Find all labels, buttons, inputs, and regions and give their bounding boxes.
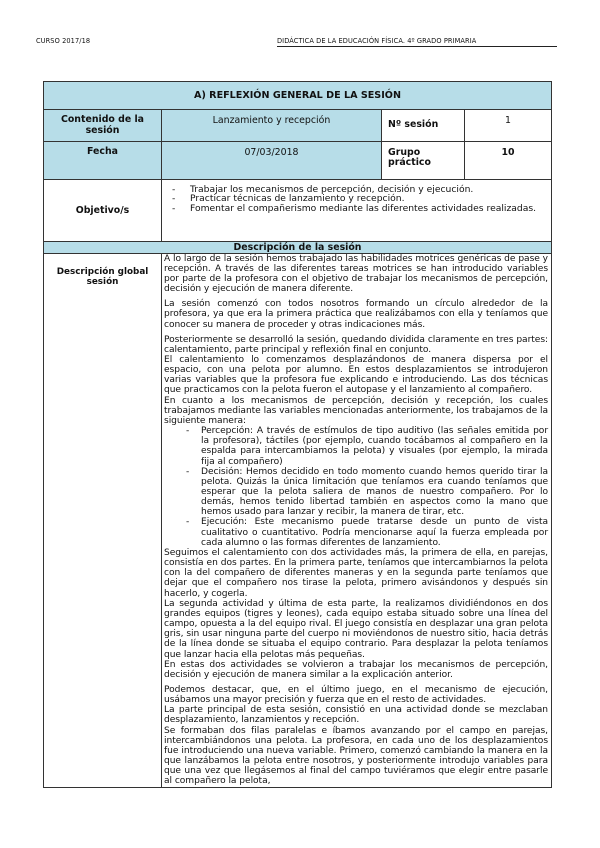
table-title: A) REFLEXIÓN GENERAL DE LA SESIÓN xyxy=(44,82,552,110)
mechanism-item: - Ejecución: Este mecanismo puede tratarse desde un punto de vista cualitativo o cuantitativo. Podría mencionarse aquí la fuerza empleada por cada alumno o las formas diferentes de lanzamiento. xyxy=(186,517,549,548)
paragraph: El calentamiento lo comenzamos desplazándonos de manera dispersa por el espacio, con una pelota por alumno. En estos desplazamientos se introdujeron varias variables que la profesora fue explicando e introduciendo. Las dos técnicas que practicamos con la pelota fueron el autopase y el lanzamiento al compañero. xyxy=(164,354,549,396)
fecha-label: Fecha xyxy=(44,141,162,179)
paragraph: Se formaban dos filas paralelas e íbamos avanzando por el campo en parejas, intercambiándonos una pelota. La profesora, en cada uno de los desplazamientos fue introduciendo una nueva variable. Primero, comenzó cambiando la manera en la que lanzábamos la pelota entre nosotros, y posteriormente introdujo variables para que una vez que llegásemos al final del campo tuviéramos que elegir entre pasarle al compañero la pelota, xyxy=(164,725,549,787)
contenido-value: Lanzamiento y recepción xyxy=(162,110,382,142)
session-table xyxy=(43,81,552,788)
paragraph: La sesión comenzó con todos nosotros formando un círculo alrededor de la profesora, ya que era la primera práctica que realizábamos con ella y teníamos que conocer su manera de proceder y otras indicaciones más. xyxy=(164,299,549,330)
paragraph: La segunda actividad y última de esta parte, la realizamos dividiéndonos en dos grandes equipos (tigres y leones), cada equipo estaba situado sobre una línea del campo, opuesta a la del equipo rival. El juego consistía en desplazar una gran pelota gris, sin usar ninguna parte del cuerpo ni moviéndonos de nuestro sitio, hacia detrás de la línea donde se situaba el equipo contrario. Para desplazar la pelota teníamos que lanzar hacia ella pelotas más pequeñas. xyxy=(164,598,549,660)
page-header xyxy=(36,37,550,49)
paragraph: A lo largo de la sesión hemos trabajado las habilidades motrices genéricas de pase y recepción. A través de las diferentes tareas motrices se han introducido variables por parte de la profesora con el objetivo de trabajar los mecanismos de percepción, decisión y ejecución de manera diferente. xyxy=(164,253,549,295)
fecha-value: 07/03/2018 xyxy=(162,141,382,179)
nsesion-value: 1 xyxy=(465,110,552,142)
paragraph: En cuanto a los mecanismos de percepción, decisión y recepción, los cuales trabajamos mediante las variables mencionadas anteriormente, los trabajamos de la siguiente manera: xyxy=(164,395,549,426)
course-label: CURSO 2017/18 xyxy=(36,37,91,45)
subject-label: DIDÁCTICA DE LA EDUCACIÓN FÍSICA. 4º GRADO PRIMARIA xyxy=(277,37,557,47)
descripcion-body xyxy=(162,253,552,787)
grupo-label: Grupo práctico xyxy=(382,141,465,179)
mechanisms-list xyxy=(164,426,548,548)
grupo-value: 10 xyxy=(465,141,552,179)
paragraph: En estas dos actividades se volvieron a trabajar los mecanismos de percepción, decisión y ejecución de manera similar a la explicación anterior. xyxy=(164,659,549,680)
paragraph: Posteriormente se desarrolló la sesión, quedando dividida claramente en tres partes: calentamiento, parte principal y reflexión final en conjunto. xyxy=(164,334,549,355)
mechanism-item: - Decisión: Hemos decidido en todo momento cuando hemos querido tirar la pelota. Quizás la única limitación que teníamos era cuando teníamos que esperar que la pelota saliera de manos de nuestro compañero. Por lo demás, hemos tenido libertad también en aspectos como la mano que hemos usado para lanzar y recibir, la manera de tirar, etc. xyxy=(186,466,549,518)
objetivo-item: - Fomentar el compañerismo mediante las diferentes actividades realizadas. xyxy=(172,202,537,214)
descripcion-title: Descripción de la sesión xyxy=(44,241,552,253)
objetivos-cell xyxy=(162,179,552,241)
paragraph: Podemos destacar, que, en el último juego, en el mecanismo de ejecución, usábamos una mayor precisión y fuerza que en el resto de actividades. xyxy=(164,684,549,706)
paragraph: Seguimos el calentamiento con dos actividades más, la primera de ella, en parejas, consistía en dos partes. En la primera parte, teníamos que intercambiarnos la pelota con la del compañero de diferentes maneras y en la segunda parte teníamos que dejar que el compañero nos tirase la pelota, primero avisándonos y después sin hacerlo, y cogerla. xyxy=(164,547,549,599)
nsesion-label: Nº sesión xyxy=(382,110,465,142)
mechanism-item: - Percepción: A través de estímulos de tipo auditivo (las señales emitida por la profesora), táctiles (por ejemplo, cuando tocábamos al compañero en la espalda para intercambiamos la pelota) y visuales (por ejemplo, la mirada fija al compañero) xyxy=(186,426,549,467)
objetivo-label: Objetivo/s xyxy=(44,179,162,241)
contenido-label: Contenido de la sesión xyxy=(44,110,162,142)
paragraph: La parte principal de esta sesión, consistió en una actividad donde se mezclaban desplazamiento, lanzamientos y recepción. xyxy=(164,705,549,726)
objetivos-list xyxy=(172,185,551,214)
descripcion-label: Descripción global sesión xyxy=(44,253,162,787)
objetivo-item: - Practicar técnicas de lanzamiento y recepción. xyxy=(172,193,405,205)
objetivo-item: - Trabajar los mecanismos de percepción, decisión y ejecución. xyxy=(172,183,474,195)
